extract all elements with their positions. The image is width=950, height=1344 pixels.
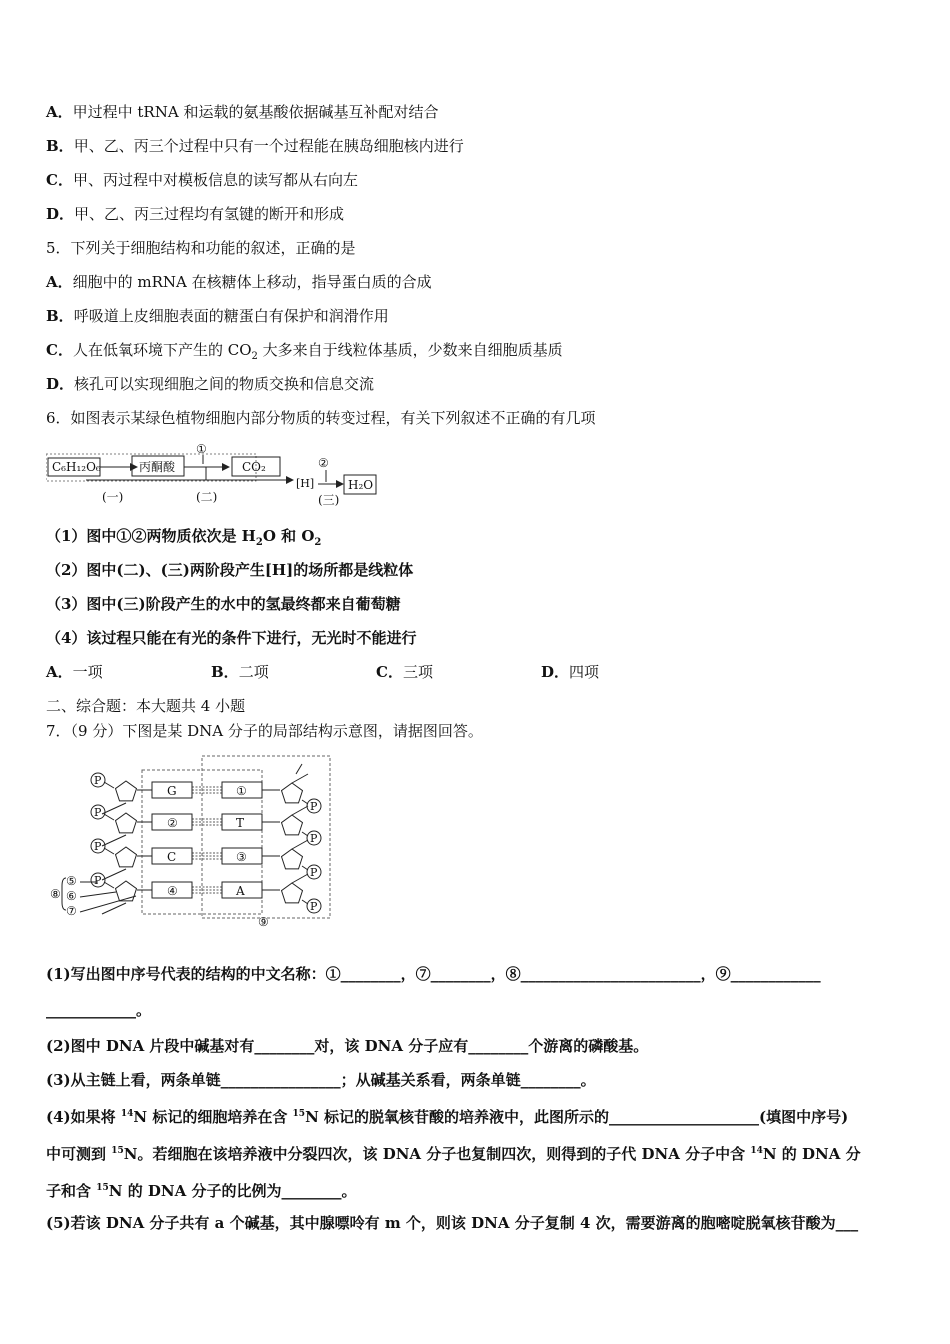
right-base-2: T (236, 816, 245, 830)
q6-statement-2: （2）图中(二)、(三)两阶段产生[H]的场所都是线粒体 (46, 561, 414, 579)
q6-options (46, 662, 599, 682)
co2-label: CO₂ (242, 460, 266, 474)
q6-statement-3: （3）图中(三)阶段产生的水中的氢最终都来自葡萄糖 (46, 595, 401, 613)
q5-stem: 5．下列关于细胞结构和功能的叙述，正确的是 (46, 239, 356, 257)
right-deoxyribose-1 (282, 783, 303, 803)
respiration-diagram (46, 442, 386, 510)
q6-option-c: C．三项 (376, 663, 433, 681)
brace-item-7: ⑦ (66, 904, 77, 918)
q5-option-b: B．呼吸道上皮细胞表面的糖蛋白有保护和润滑作用 (46, 307, 389, 325)
q6-stem: 6．如图表示某绿色植物细胞内部分物质的转变过程，有关下列叙述不正确的有几项 (46, 409, 596, 427)
circle-2: ② (318, 456, 329, 470)
left-deoxyribose-1 (116, 781, 137, 801)
q7-sub4-line1: (4)如果将 $^{14}$N 标记的细胞培养在含 $^{15}$N 标记的脱氧核苷酸的培养液中，此图所示的____________________(填图中序号) (46, 1108, 849, 1126)
left-base-3: C (167, 850, 177, 864)
q4-option-c: C．甲、丙过程中对模板信息的读写都从右向左 (46, 171, 358, 189)
q7-stem: 7．（9 分）下图是某 DNA 分子的局部结构示意图，请据图回答。 (46, 722, 483, 740)
q7-sub4-line3: 子和含 $^{15}$N 的 DNA 分子的比例为________。 (46, 1182, 357, 1200)
left-deoxyribose-3 (116, 847, 137, 867)
q5-option-d: D．核孔可以实现细胞之间的物质交换和信息交流 (46, 375, 375, 393)
right-phosphate-3-label: P (310, 866, 318, 879)
stage-2-label: (二) (196, 490, 218, 504)
q7-sub1-cont: ____________。 (46, 1001, 152, 1019)
left-deoxyribose-2 (116, 813, 137, 833)
q6-option-d: D．四项 (541, 663, 600, 681)
right-base-3: ③ (236, 850, 247, 864)
q7-sub2: (2)图中 DNA 片段中碱基对有________对，该 DNA 分子应有________个游离的磷酸基。 (46, 1037, 649, 1055)
left-deoxyribose-4 (116, 881, 137, 901)
q5-option-a: A．细胞中的 mRNA 在核糖体上移动，指导蛋白质的合成 (46, 273, 432, 291)
q5-option-c: C．人在低氧环境下产生的 $CO_2$ 大多来自于线粒体基质，少数来自细胞质基质 (46, 341, 563, 362)
q7-sub4-line2: 中可测到 $^{15}$N。若细胞在该培养液中分裂四次，该 DNA 分子也复制四次，则得到的子代 DNA 分子中含 $^{14}$N 的 DNA 分 (46, 1145, 861, 1163)
right-deoxyribose-4 (282, 883, 303, 903)
right-phosphate-2-label: P (310, 832, 318, 845)
q7-sub1: (1)写出图中序号代表的结构的中文名称：①________，⑦________，⑧________________________，⑨____________ (46, 965, 821, 983)
left-base-1: G (167, 784, 177, 798)
brace-label-8: ⑧ (50, 887, 61, 901)
pyruvate-label: 丙酮酸 (139, 460, 176, 474)
q6-option-a: A．一项 (46, 663, 103, 681)
right-base-1: ① (236, 784, 247, 798)
right-deoxyribose-2 (282, 815, 303, 835)
right-phosphate-4-label: P (310, 900, 318, 913)
left-base-4: ④ (167, 884, 178, 898)
glucose-label: C₆H₁₂O₆ (52, 460, 101, 474)
dna-structure-diagram (46, 752, 336, 932)
right-phosphate-1-label: P (310, 800, 318, 813)
h-label: [H] (296, 477, 315, 490)
stage-3-label: (三) (318, 493, 340, 507)
left-phosphate-1-label: P (94, 774, 102, 787)
left-phosphate-2-label: P (94, 806, 102, 819)
right-base-4: A (236, 884, 245, 898)
h2o-label: H₂O (348, 478, 374, 492)
q7-sub5: (5)若该 DNA 分子共有 a 个碱基，其中腺嘌呤有 m 个，则该 DNA 分子复制 4 次，需要游离的胞嘧啶脱氧核苷酸为___ (46, 1214, 859, 1232)
circle-1: ① (196, 442, 207, 456)
q6-statement-4: （4）该过程只能在有光的条件下进行，无光时不能进行 (46, 629, 417, 647)
right-deoxyribose-3 (282, 849, 303, 869)
q4-option-b: B．甲、乙、丙三个过程中只有一个过程能在胰岛细胞核内进行 (46, 137, 464, 155)
brace-item-6: ⑥ (66, 889, 77, 903)
q6-option-b: B．二项 (211, 663, 269, 681)
left-phosphate-4-label: P (94, 874, 102, 887)
brace-item-5: ⑤ (66, 874, 77, 888)
q4-option-d: D．甲、乙、丙三过程均有氢键的断开和形成 (46, 205, 345, 223)
stage-1-label: (一) (102, 490, 124, 504)
q6-statement-1: （1）图中①②两物质依次是 $H_2O$ 和 $O_2$ (46, 527, 322, 548)
bottom-label-9: ⑨ (258, 915, 269, 929)
q7-sub3: (3)从主链上看，两条单链________________；从碱基关系看，两条单链________。 (46, 1071, 596, 1089)
left-phosphate-3-label: P (94, 840, 102, 853)
section-2-title: 二、综合题：本大题共 4 小题 (46, 697, 246, 715)
q4-option-a: A．甲过程中 tRNA 和运载的氨基酸依据碱基互补配对结合 (46, 103, 439, 121)
left-base-2: ② (167, 816, 178, 830)
